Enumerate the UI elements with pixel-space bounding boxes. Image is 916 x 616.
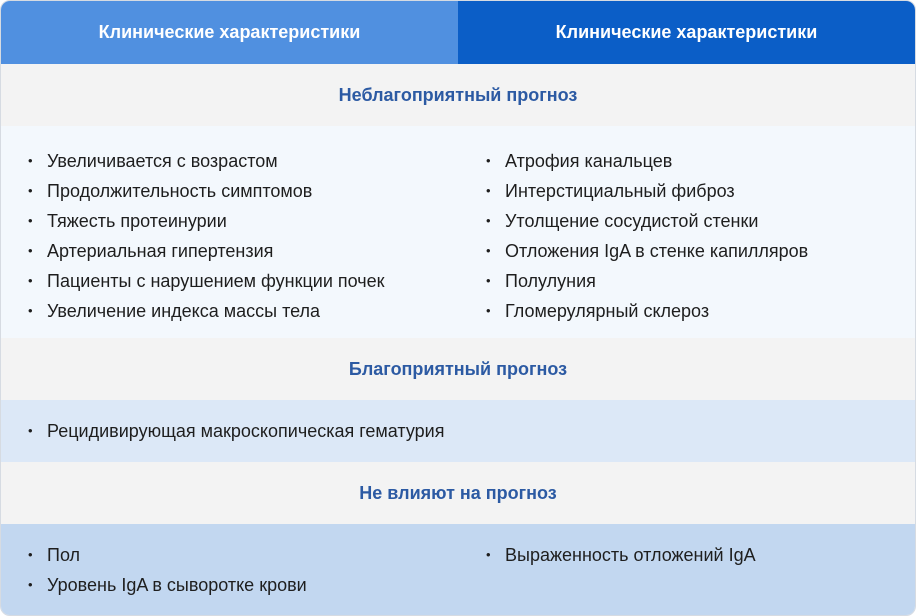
section-title-no-effect: Не влияют на прогноз — [1, 462, 915, 524]
list-item: • Увеличение индекса массы тела — [25, 296, 459, 326]
list-item: • Пациенты с нарушением функции почек — [25, 266, 459, 296]
list-item: • Утолщение сосудистой стенки — [483, 206, 915, 236]
list-item: • Интерстициальный фиброз — [483, 176, 915, 206]
section-content-favorable — [1, 400, 915, 462]
section-content-unfavorable — [1, 126, 915, 338]
section-content-no-effect — [1, 524, 915, 616]
morphological-column — [459, 146, 915, 338]
list-item: • Пол — [25, 540, 459, 570]
list-item: • Увеличивается с возрастом — [25, 146, 459, 176]
list-item: • Тяжесть протеинурии — [25, 206, 459, 236]
header-cell-right: Клинические характеристики — [458, 1, 915, 64]
list-item: • Отложения IgA в стенке капилляров — [483, 236, 915, 266]
morphological-column — [459, 540, 915, 616]
list-item: • Гломерулярный склероз — [483, 296, 915, 326]
clinical-column — [1, 146, 459, 338]
list-item: • Продолжительность симптомов — [25, 176, 459, 206]
list-item: • Выраженность отложений IgA — [483, 540, 915, 570]
morphological-column — [459, 416, 915, 462]
clinical-column — [1, 540, 459, 616]
section-title-unfavorable: Неблагоприятный прогноз — [1, 64, 915, 126]
list-item: • Уровень IgA в сыворотке крови — [25, 570, 459, 600]
list-item: • Полулуния — [483, 266, 915, 296]
list-item: • Атрофия канальцев — [483, 146, 915, 176]
header-cell-left: Клинические характеристики — [1, 1, 458, 64]
list-item: • Артериальная гипертензия — [25, 236, 459, 266]
section-title-favorable: Благоприятный прогноз — [1, 338, 915, 400]
table-header — [1, 1, 915, 64]
clinical-column — [1, 416, 459, 462]
list-item: • Рецидивирующая макроскопическая гематурия — [25, 416, 459, 446]
